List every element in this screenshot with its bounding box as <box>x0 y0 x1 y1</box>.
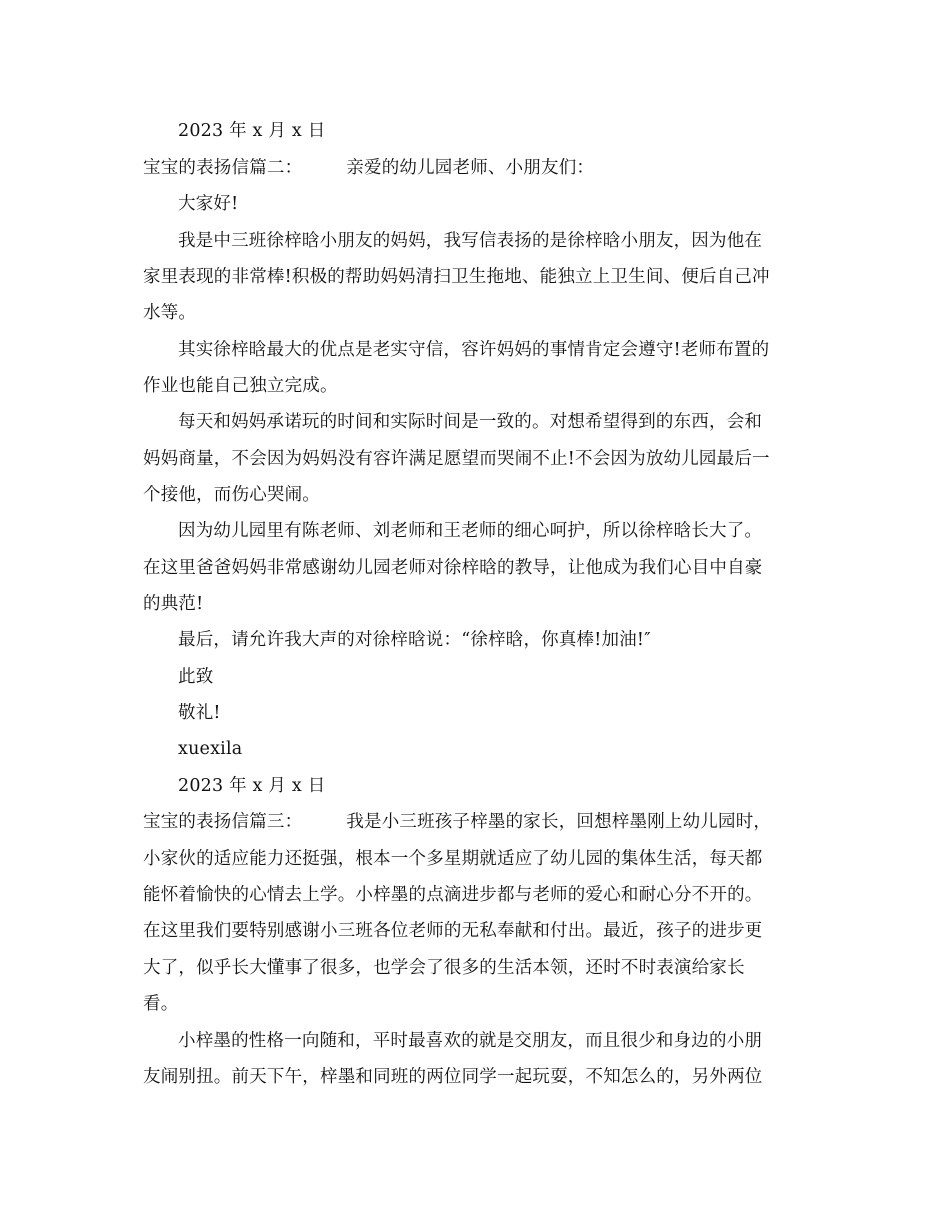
paragraph-line: 的典范! <box>143 594 204 614</box>
paragraph-line: 家里表现的非常棒!积极的帮助妈妈清扫卫生拖地、能独立上卫生间、便后自己冲 <box>143 267 770 287</box>
salutation: 亲爱的幼儿园老师、小朋友们： <box>346 158 595 178</box>
paragraph-start: 我是小三班孩子梓墨的家长，回想梓墨刚上幼儿园时， <box>346 812 772 832</box>
paragraph-line: 因为幼儿园里有陈老师、刘老师和王老师的细心呵护，所以徐梓晗长大了。 <box>178 521 763 541</box>
closing-line: 此致 <box>178 667 214 687</box>
paragraph-line: 小家伙的适应能力还挺强，根本一个多星期就适应了幼儿园的集体生活，每天都 <box>143 849 763 869</box>
signature: xuexila <box>178 739 243 759</box>
paragraph-line: 妈妈商量，不会因为妈妈没有容许满足愿望而哭闹不止!不会因为放幼儿园最后一 <box>143 449 770 469</box>
paragraph-line: 每天和妈妈承诺玩的时间和实际时间是一致的。对想希望得到的东西，会和 <box>178 412 763 432</box>
section-title: 宝宝的表扬信篇三： <box>143 812 303 832</box>
section-title: 宝宝的表扬信篇二： <box>143 158 303 178</box>
section-heading-line <box>143 156 594 180</box>
paragraph-line: 看。 <box>143 994 179 1014</box>
paragraph-line: 友闹别扭。前天下午，梓墨和同班的两位同学一起玩耍，不知怎么的，另外两位 <box>143 1067 763 1087</box>
greeting: 大家好! <box>178 194 239 214</box>
paragraph-line: 在这里我们要特别感谢小三班各位老师的无私奉献和付出。最近，孩子的进步更 <box>143 921 763 941</box>
closing-line: 敬礼! <box>178 703 221 723</box>
paragraph-line: 最后，请允许我大声的对徐梓晗说：“徐梓晗，你真棒!加油!″ <box>178 630 651 650</box>
section-heading-line <box>143 810 771 834</box>
paragraph-line: 个接他，而伤心哭闹。 <box>143 485 320 505</box>
paragraph-line: 小梓墨的性格一向随和，平时最喜欢的就是交朋友，而且很少和身边的小朋 <box>178 1031 763 1051</box>
paragraph-line: 作业也能自己独立完成。 <box>143 376 338 396</box>
date-line: 2023 年 x 月 x 日 <box>178 121 326 141</box>
date-line: 2023 年 x 月 x 日 <box>178 776 326 796</box>
paragraph-line: 大了，似乎长大懂事了很多，也学会了很多的生活本领，还时不时表演给家长 <box>143 958 745 978</box>
paragraph-line: 我是中三班徐梓晗小朋友的妈妈，我写信表扬的是徐梓晗小朋友，因为他在 <box>178 231 763 251</box>
paragraph-line: 水等。 <box>143 303 197 323</box>
paragraph-line: 其实徐梓晗最大的优点是老实守信，容许妈妈的事情肯定会遵守!老师布置的 <box>178 340 770 360</box>
paragraph-line: 能怀着愉快的心情去上学。小梓墨的点滴进步都与老师的爱心和耐心分不开的。 <box>143 885 763 905</box>
paragraph-line: 在这里爸爸妈妈非常感谢幼儿园老师对徐梓晗的教导，让他成为我们心目中自豪 <box>143 558 763 578</box>
